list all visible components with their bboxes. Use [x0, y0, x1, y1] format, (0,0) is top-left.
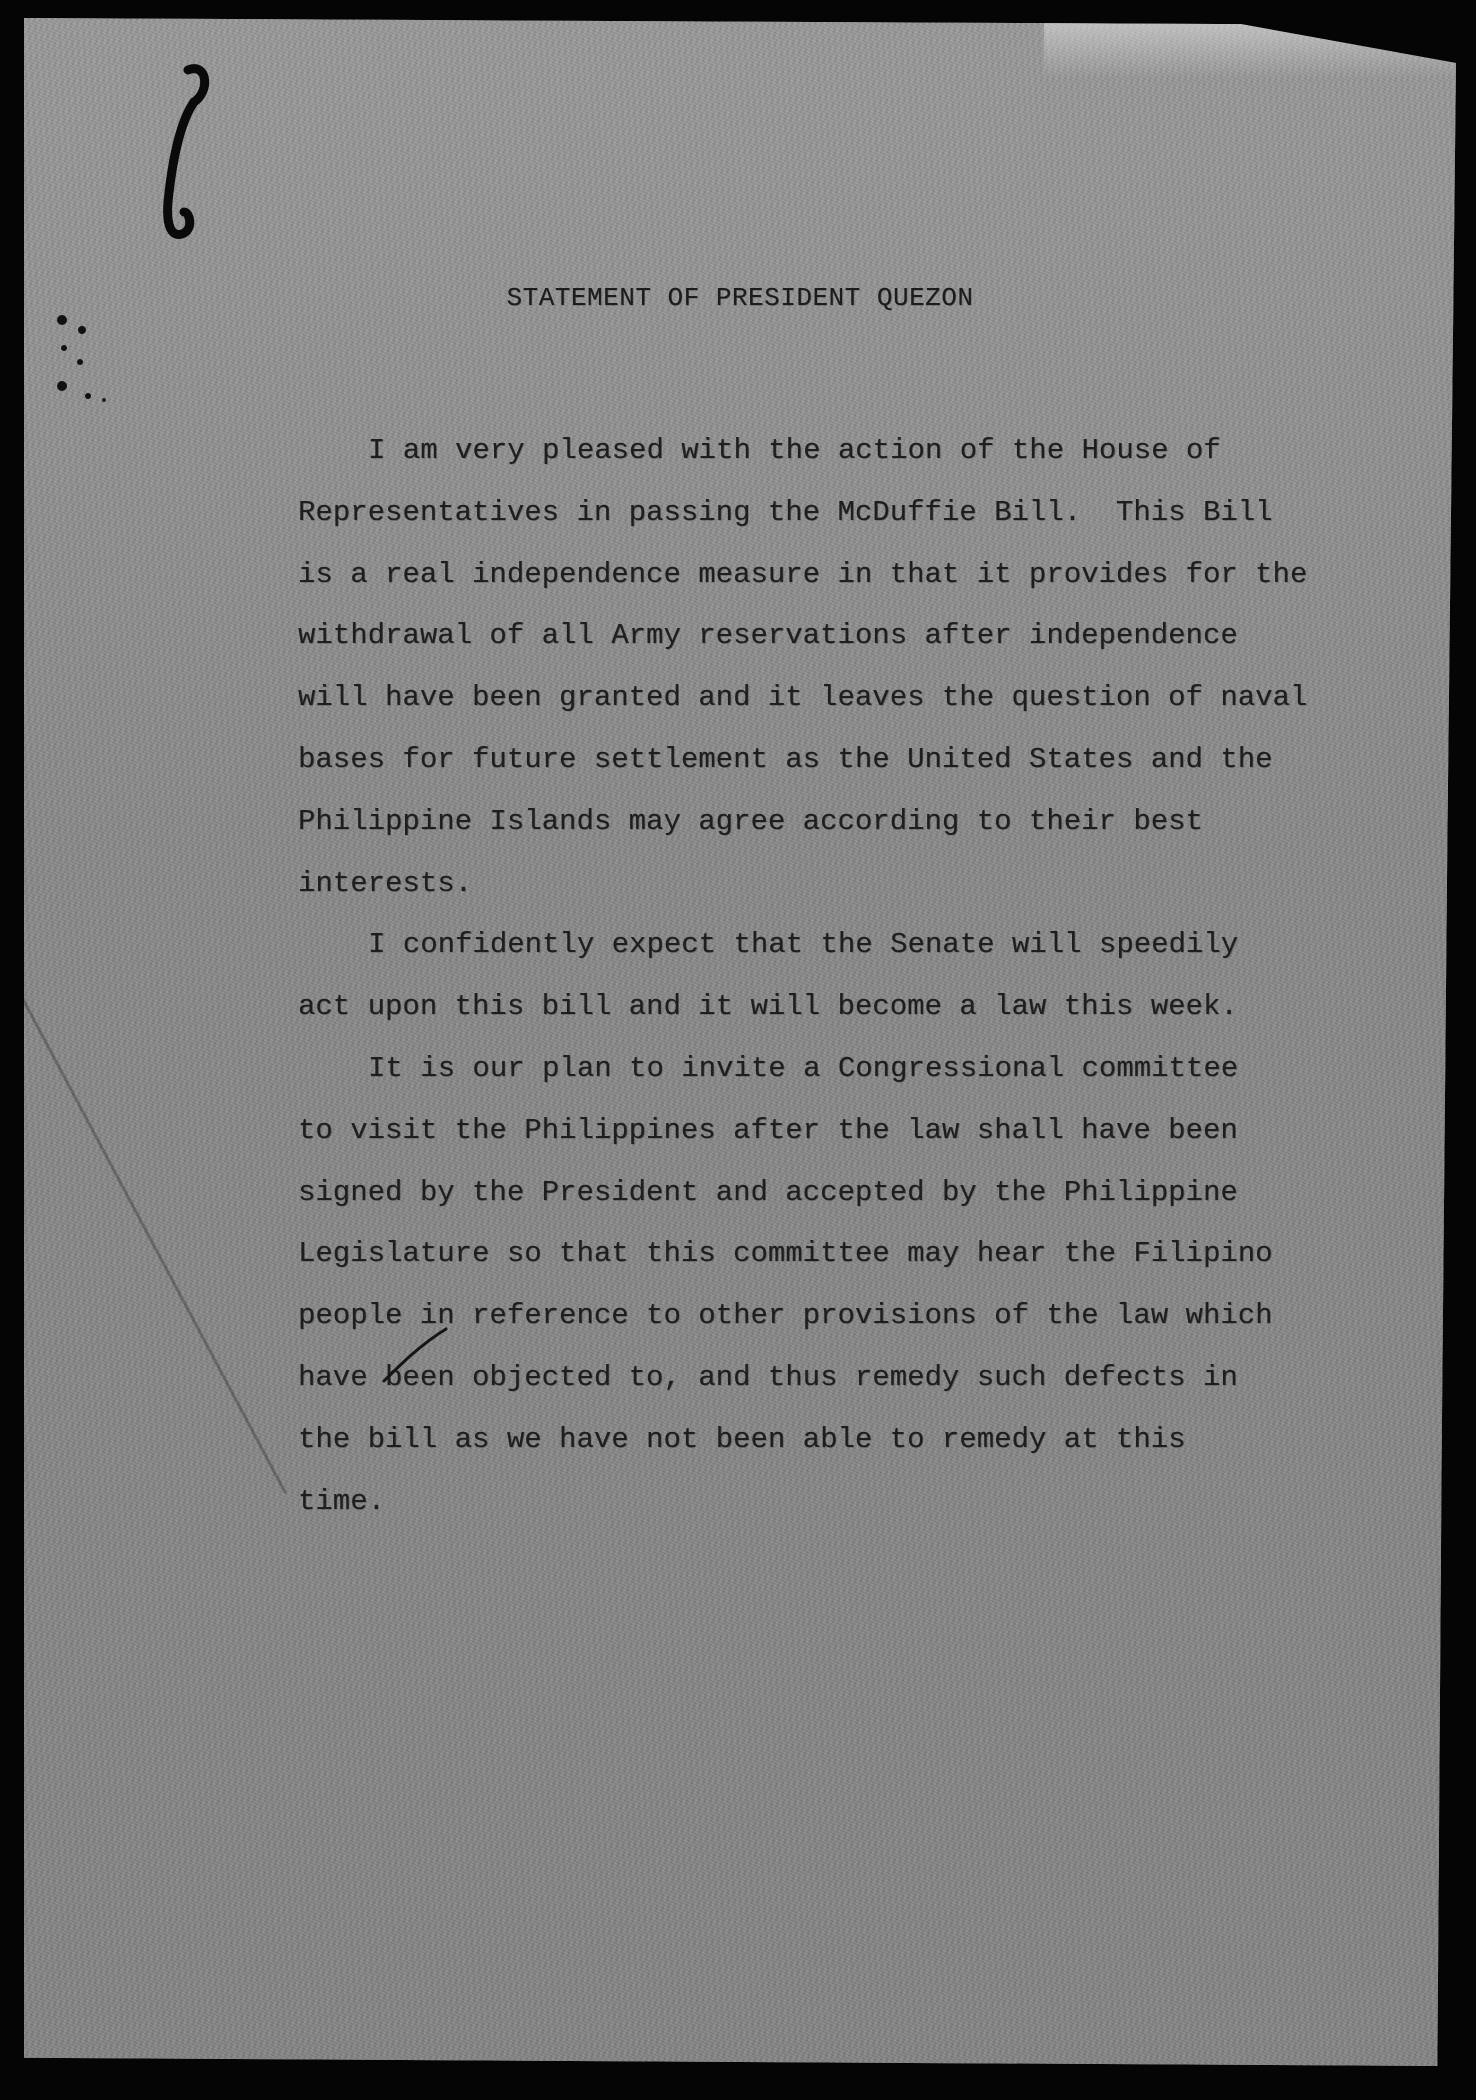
text-line: It is our plan to invite a Congressional committee [368, 1051, 1239, 1085]
text-line: people in reference to other provisions of the law which [298, 1299, 1273, 1333]
paper-corner-highlight [1044, 18, 1464, 78]
text-line: Legislature so that this committee may hear the Filipino [298, 1237, 1273, 1271]
text-line: withdrawal of all Army reservations after independence [298, 619, 1238, 653]
paragraph-3 [298, 1038, 1358, 1532]
handwritten-page-number [150, 62, 212, 242]
text-line: will have been granted and it leaves the question of naval [298, 681, 1308, 715]
paper-fold-line [21, 998, 287, 1494]
document-title: STATEMENT OF PRESIDENT QUEZON [506, 283, 974, 313]
text-line: I am very pleased with the action of the House of [368, 434, 1221, 467]
text-line: have been objected to, and thus remedy such defects in [298, 1360, 1238, 1394]
text-line: Philippine Islands may agree according to their best [298, 804, 1203, 838]
text-line: is a real independence measure in that it provides for the [298, 557, 1308, 591]
text-line: to visit the Philippines after the law shall have been [298, 1113, 1238, 1147]
text-line: the bill as we have not been able to remedy at this [298, 1422, 1186, 1456]
text-line: act upon this bill and it will become a law this week. [298, 990, 1238, 1024]
paragraph-1 [298, 420, 1358, 914]
text-line: interests. [298, 866, 473, 900]
paragraph-2 [298, 914, 1358, 1038]
statement-body [298, 420, 1358, 1532]
text-line: Representatives in passing the McDuffie Bill. This Bill [298, 495, 1273, 529]
pen-correction-mark [380, 1325, 450, 1385]
text-line: I confidently expect that the Senate will speedily [368, 928, 1239, 962]
ink-specks [48, 300, 138, 420]
text-line: bases for future settlement as the United States and the [298, 742, 1273, 776]
text-line: time. [298, 1484, 386, 1518]
text-line: signed by the President and accepted by the Philippine [298, 1175, 1238, 1209]
